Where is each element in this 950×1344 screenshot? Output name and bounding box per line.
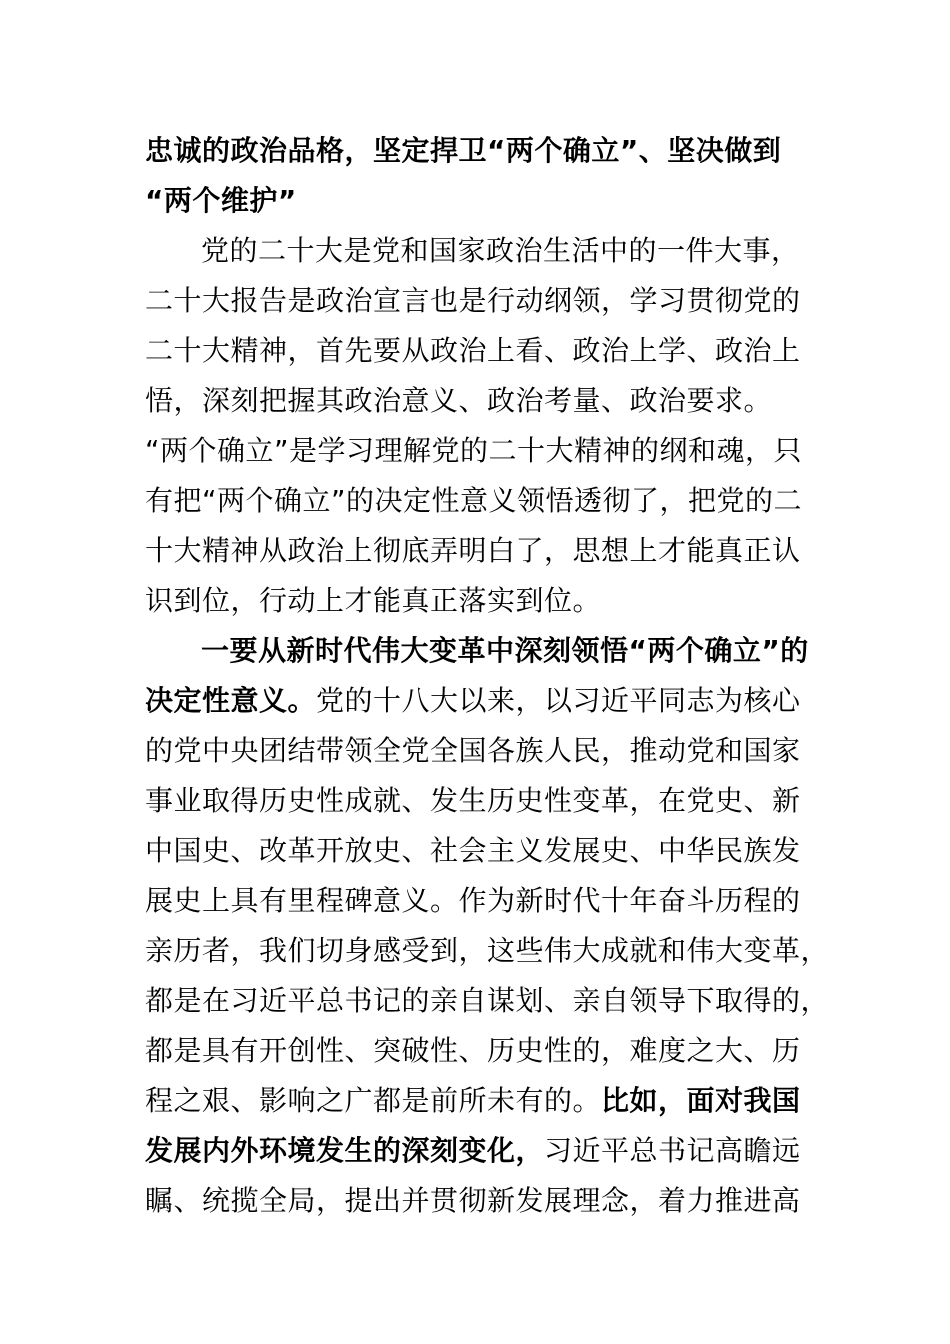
paragraph-2-line-6: 展史上具有里程碑意义。作为新时代十年奋斗历程的 bbox=[145, 884, 801, 917]
paragraph-2-line-5: 中国史、改革开放史、社会主义发展史、中华民族发 bbox=[145, 834, 801, 867]
paragraph-2-line-11-rest: 习近平总书记高瞻远 bbox=[544, 1134, 801, 1167]
paragraph-1-line-4: 悟，深刻把握其政治意义、政治考量、政治要求。 bbox=[145, 384, 773, 417]
paragraph-1-line-6: 有把“两个确立”的决定性意义领悟透彻了，把党的二 bbox=[145, 484, 803, 517]
paragraph-2-line-2-bold: 决定性意义。 bbox=[145, 684, 317, 717]
paragraph-1-line-2: 二十大报告是政治宣言也是行动纲领，学习贯彻党的 bbox=[145, 284, 801, 317]
paragraph-1-line-8: 识到位，行动上才能真正落实到位。 bbox=[145, 584, 602, 617]
paragraph-2-line-10-bold: 比如，面对我国 bbox=[601, 1084, 801, 1117]
paragraph-2-line-2 bbox=[145, 676, 845, 726]
section-heading-line-1: 忠诚的政治品格，坚定捍卫“两个确立”、坚决做到 bbox=[145, 134, 782, 167]
paragraph-2-line-8: 都是在习近平总书记的亲自谋划、亲自领导下取得的， bbox=[145, 984, 830, 1017]
paragraph-2-line-11 bbox=[145, 1126, 845, 1176]
paragraph-2-line-2-rest: 党的十八大以来，以习近平同志为核心 bbox=[316, 684, 801, 717]
paragraph-1-line-3: 二十大精神，首先要从政治上看、政治上学、政治上 bbox=[145, 334, 801, 367]
paragraph-1-line-1: 党的二十大是党和国家政治生活中的一件大事， bbox=[201, 234, 800, 267]
paragraph-2-line-3: 的党中央团结带领全党全国各族人民，推动党和国家 bbox=[145, 734, 801, 767]
paragraph-2-line-10-rest: 程之艰、影响之广都是前所未有的。 bbox=[145, 1084, 602, 1117]
paragraph-2-line-11-bold: 发展内外环境发生的深刻变化， bbox=[145, 1134, 545, 1167]
paragraph-2-line-9: 都是具有开创性、突破性、历史性的，难度之大、历 bbox=[145, 1034, 801, 1067]
paragraph-2-line-1: 一要从新时代伟大变革中深刻领悟“两个确立”的 bbox=[201, 634, 809, 667]
paragraph-2-line-10 bbox=[145, 1076, 845, 1126]
paragraph-2-line-12: 瞩、统揽全局，提出并贯彻新发展理念，着力推进高 bbox=[145, 1184, 801, 1217]
paragraph-1-line-5: “两个确立”是学习理解党的二十大精神的纲和魂，只 bbox=[145, 434, 803, 467]
paragraph-2-line-4: 事业取得历史性成就、发生历史性变革，在党史、新 bbox=[145, 784, 801, 817]
paragraph-1-line-7: 十大精神从政治上彻底弄明白了，思想上才能真正认 bbox=[145, 534, 801, 567]
section-heading-line-2: “两个维护” bbox=[145, 184, 297, 217]
paragraph-2-line-7: 亲历者，我们切身感受到，这些伟大成就和伟大变革， bbox=[145, 934, 830, 967]
